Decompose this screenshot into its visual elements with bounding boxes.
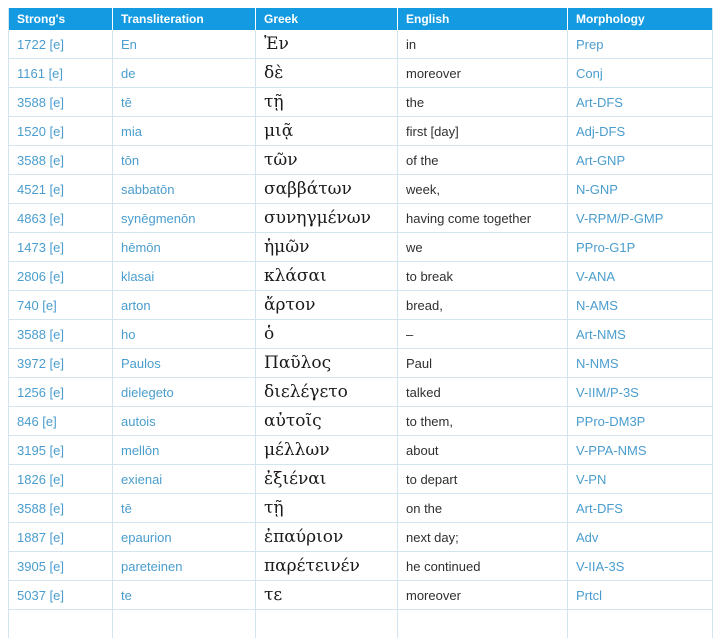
transliteration-link[interactable]: exienai — [121, 472, 162, 487]
interlinear-table — [8, 8, 713, 638]
table-row — [9, 494, 713, 523]
greek-word: ἐξιέναι — [264, 469, 326, 489]
greek-word: μιᾷ — [264, 121, 293, 141]
table-row — [9, 552, 713, 581]
english-gloss: bread, — [406, 298, 443, 313]
transliteration-link[interactable]: te — [121, 588, 132, 603]
column-header-strongs: Strong's — [9, 8, 113, 30]
english-gloss: having come together — [406, 211, 531, 226]
greek-word: σαββάτων — [264, 179, 352, 199]
strongs-link[interactable]: 3195 [e] — [17, 443, 64, 458]
greek-word: τῇ — [264, 498, 284, 518]
transliteration-link[interactable]: arton — [121, 298, 151, 313]
morphology-link[interactable]: N-GNP — [576, 182, 618, 197]
greek-word: διελέγετο — [264, 382, 348, 402]
morphology-link[interactable]: Art-NMS — [576, 327, 626, 342]
strongs-link[interactable]: 5037 [e] — [17, 588, 64, 603]
greek-word: τῇ — [264, 92, 284, 112]
morphology-link[interactable]: V-IIA-3S — [576, 559, 624, 574]
table-row — [9, 407, 713, 436]
greek-word: Παῦλος — [264, 353, 331, 373]
english-gloss: to break — [406, 269, 453, 284]
greek-word: αὐτοῖς — [264, 411, 322, 431]
strongs-link[interactable]: 3588 [e] — [17, 95, 64, 110]
transliteration-link[interactable]: Paulos — [121, 356, 161, 371]
english-gloss: moreover — [406, 588, 461, 603]
table-row — [9, 465, 713, 494]
partial-row — [9, 610, 713, 638]
transliteration-link[interactable]: dielegeto — [121, 385, 174, 400]
morphology-link[interactable]: V-RPM/P-GMP — [576, 211, 663, 226]
greek-word: ἡμῶν — [264, 237, 309, 257]
morphology-link[interactable]: V-IIM/P-3S — [576, 385, 639, 400]
transliteration-link[interactable]: ho — [121, 327, 135, 342]
header-row — [9, 8, 713, 30]
english-gloss: to them, — [406, 414, 453, 429]
english-gloss: the — [406, 95, 424, 110]
table-row — [9, 233, 713, 262]
strongs-link[interactable]: 3588 [e] — [17, 153, 64, 168]
english-gloss: Paul — [406, 356, 432, 371]
table-row — [9, 581, 713, 610]
english-gloss: he continued — [406, 559, 480, 574]
transliteration-link[interactable]: hēmōn — [121, 240, 161, 255]
english-gloss: – — [406, 327, 413, 342]
transliteration-link[interactable]: sabbatōn — [121, 182, 175, 197]
column-header-english: English — [398, 8, 568, 30]
strongs-link[interactable]: 2806 [e] — [17, 269, 64, 284]
strongs-link[interactable]: 1520 [e] — [17, 124, 64, 139]
strongs-link[interactable]: 4521 [e] — [17, 182, 64, 197]
transliteration-link[interactable]: de — [121, 66, 135, 81]
transliteration-link[interactable]: epaurion — [121, 530, 172, 545]
transliteration-link[interactable]: tē — [121, 95, 132, 110]
interlinear-table-container — [8, 8, 720, 638]
strongs-link[interactable]: 3972 [e] — [17, 356, 64, 371]
morphology-link[interactable]: V-ANA — [576, 269, 615, 284]
strongs-link[interactable]: 3905 [e] — [17, 559, 64, 574]
table-row — [9, 146, 713, 175]
strongs-link[interactable]: 1887 [e] — [17, 530, 64, 545]
greek-word: κλάσαι — [264, 266, 327, 286]
morphology-link[interactable]: Conj — [576, 66, 603, 81]
transliteration-link[interactable]: autois — [121, 414, 156, 429]
english-gloss: we — [406, 240, 423, 255]
english-gloss: in — [406, 37, 416, 52]
transliteration-link[interactable]: tē — [121, 501, 132, 516]
transliteration-link[interactable]: mia — [121, 124, 142, 139]
table-row — [9, 59, 713, 88]
english-gloss: about — [406, 443, 439, 458]
table-row — [9, 436, 713, 465]
table-row — [9, 523, 713, 552]
transliteration-link[interactable]: mellōn — [121, 443, 159, 458]
greek-word: ἄρτον — [264, 295, 315, 315]
table-row — [9, 378, 713, 407]
english-gloss: next day; — [406, 530, 459, 545]
table-row — [9, 117, 713, 146]
morphology-link[interactable]: PPro-G1P — [576, 240, 635, 255]
table-row — [9, 88, 713, 117]
morphology-link[interactable]: Art-GNP — [576, 153, 625, 168]
table-row — [9, 175, 713, 204]
morphology-link[interactable]: V-PPA-NMS — [576, 443, 647, 458]
table-row — [9, 30, 713, 59]
greek-word: παρέτεινέν — [264, 556, 360, 576]
strongs-link[interactable]: 740 [e] — [17, 298, 57, 313]
greek-word: συνηγμένων — [264, 208, 371, 228]
table-row — [9, 204, 713, 233]
table-row — [9, 349, 713, 378]
morphology-link[interactable]: Art-DFS — [576, 501, 623, 516]
strongs-link[interactable]: 1722 [e] — [17, 37, 64, 52]
greek-word: δὲ — [264, 63, 283, 83]
greek-word: τῶν — [264, 150, 298, 170]
table-header — [9, 8, 713, 30]
column-header-transliteration: Transliteration — [113, 8, 256, 30]
transliteration-link[interactable]: tōn — [121, 153, 139, 168]
english-gloss: of the — [406, 153, 439, 168]
strongs-link[interactable]: 1473 [e] — [17, 240, 64, 255]
morphology-link[interactable]: Prep — [576, 37, 603, 52]
english-gloss: moreover — [406, 66, 461, 81]
column-header-greek: Greek — [256, 8, 398, 30]
column-header-morphology: Morphology — [568, 8, 713, 30]
greek-word: Ἐν — [264, 34, 289, 54]
morphology-link[interactable]: Adv — [576, 530, 598, 545]
greek-word: ὁ — [264, 324, 274, 344]
transliteration-link[interactable]: En — [121, 37, 137, 52]
table-row — [9, 262, 713, 291]
transliteration-link[interactable]: synēgmenōn — [121, 211, 195, 226]
table-footer-partial — [9, 610, 713, 638]
strongs-link[interactable]: 4863 [e] — [17, 211, 64, 226]
strongs-link[interactable]: 846 [e] — [17, 414, 57, 429]
english-gloss: week, — [406, 182, 440, 197]
table-row — [9, 291, 713, 320]
strongs-link[interactable]: 3588 [e] — [17, 501, 64, 516]
strongs-link[interactable]: 1161 [e] — [17, 66, 63, 81]
english-gloss: first [day] — [406, 124, 459, 139]
morphology-link[interactable]: PPro-DM3P — [576, 414, 645, 429]
english-gloss: talked — [406, 385, 441, 400]
transliteration-link[interactable]: klasai — [121, 269, 154, 284]
table-body — [9, 30, 713, 610]
transliteration-link[interactable]: pareteinen — [121, 559, 182, 574]
morphology-link[interactable]: Prtcl — [576, 588, 602, 603]
strongs-link[interactable]: 3588 [e] — [17, 327, 64, 342]
morphology-link[interactable]: Adj-DFS — [576, 124, 625, 139]
greek-word: τε — [264, 585, 282, 605]
english-gloss: on the — [406, 501, 442, 516]
greek-word: ἐπαύριον — [264, 527, 343, 547]
morphology-link[interactable]: N-NMS — [576, 356, 619, 371]
strongs-link[interactable]: 1826 [e] — [17, 472, 64, 487]
table-row — [9, 320, 713, 349]
greek-word: μέλλων — [264, 440, 330, 460]
morphology-link[interactable]: Art-DFS — [576, 95, 623, 110]
english-gloss: to depart — [406, 472, 457, 487]
strongs-link[interactable]: 1256 [e] — [17, 385, 64, 400]
morphology-link[interactable]: N-AMS — [576, 298, 618, 313]
morphology-link[interactable]: V-PN — [576, 472, 606, 487]
